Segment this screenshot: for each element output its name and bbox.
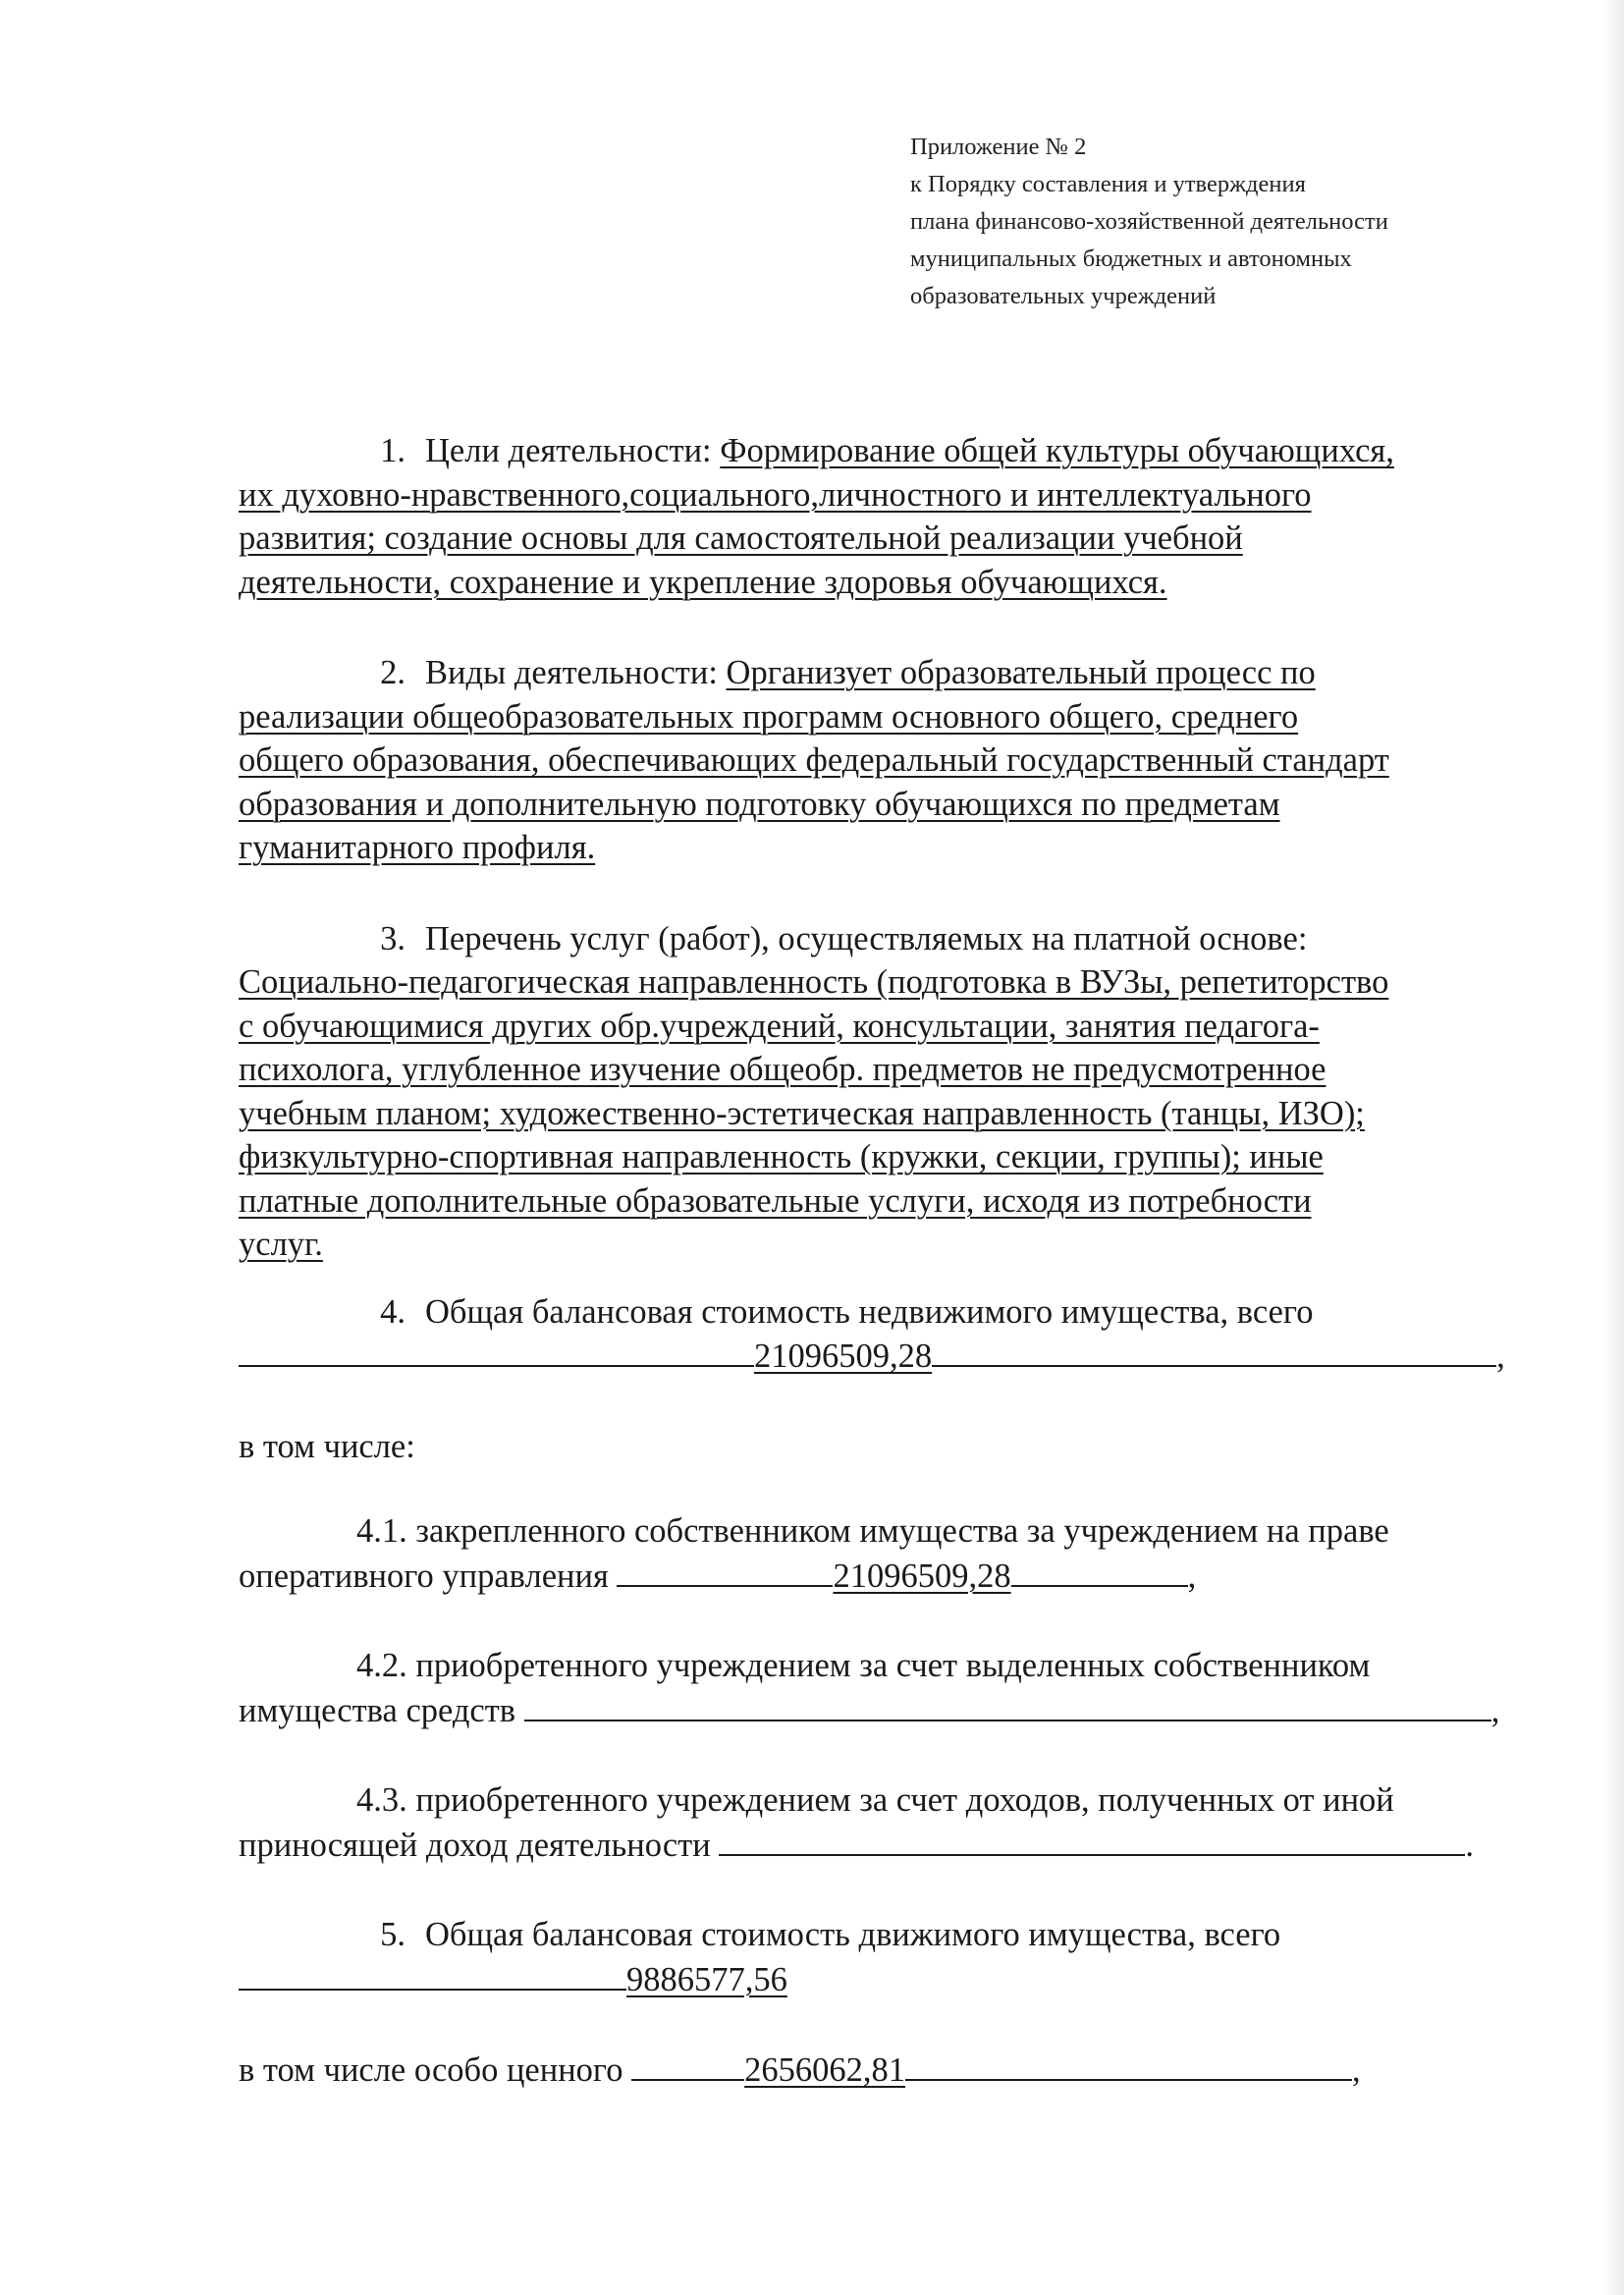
section-label: Общая балансовая стоимость движимого имущества, всего [425, 1916, 1281, 1953]
services-text: физкультурно-спортивная направленность (кружки, секции, группы); иные [239, 1138, 1324, 1175]
header-line: образовательных учреждений [910, 282, 1217, 309]
subsection-text: 4.3. приобретенного учреждением за счет доходов, полученных от иной [356, 1781, 1394, 1819]
fill-line [524, 1688, 1491, 1721]
fill-line [1011, 1554, 1188, 1587]
section-number: 2. [380, 654, 406, 691]
subsection-prefix: оперативного управления [239, 1557, 618, 1595]
scan-edge-shadow [1602, 0, 1624, 2295]
punctuation: . [1465, 1826, 1474, 1864]
punctuation: , [1496, 1338, 1505, 1375]
header-line: муниципальных бюджетных и автономных [910, 245, 1352, 272]
services-text: с обучающимися других обр.учреждений, консультации, занятия педагога- [239, 1007, 1320, 1045]
subsection-prefix: приносящей доход деятельности [239, 1826, 720, 1864]
goals-text: развития; создание основы для самостоятельной реализации учебной [239, 519, 1243, 557]
services-text: платные дополнительные образовательные услуги, исходя из потребности [239, 1181, 1312, 1220]
section-5-especially-valuable [239, 2048, 1544, 2092]
including-label: в том числе: [239, 1427, 415, 1465]
valuable-value: 2656062,81 [744, 2051, 905, 2089]
services-text: Социально-педагогическая направленность (подготовка в ВУЗы, репетиторство [239, 963, 1389, 1001]
document-body [239, 429, 1544, 2092]
section-label: Цели деятельности: [425, 432, 721, 469]
goals-text: Формирование общей культуры обучающихся, [720, 432, 1394, 469]
fill-line [239, 1957, 626, 1991]
fill-line [239, 1334, 754, 1367]
services-text: психолога, углубленное изучение общеобр. предметов не предусмотренное [239, 1051, 1326, 1088]
punctuation: , [1351, 2051, 1361, 2089]
operative-value: 21096509,28 [833, 1557, 1011, 1595]
punctuation: , [1490, 1691, 1500, 1729]
section-3-paid-services [239, 917, 1544, 1267]
section-number: 1. [380, 432, 406, 469]
subsection-text: 4.1. закрепленного собственником имущества за учреждением на праве [356, 1512, 1389, 1550]
goals-text: деятельности, сохранение и укрепление здоровья обучающихся. [239, 563, 1167, 601]
section-2-activities [239, 651, 1544, 870]
section-label: Перечень услуг (работ), осуществляемых на платной основе: [425, 919, 1308, 957]
services-text: услуг. [239, 1226, 323, 1263]
subsection-prefix: имущества средств [239, 1691, 524, 1729]
subsection-text: 4.2. приобретенного учреждением за счет выделенных собственником [356, 1647, 1371, 1684]
header-line: к Порядку составления и утверждения [910, 170, 1306, 197]
activities-text: общего образования, обеспечивающих федеральный государственный стандарт [239, 741, 1389, 779]
section-label: Виды деятельности: [425, 654, 727, 691]
activities-text: реализации общеобразовательных программ основного общего, среднего [239, 697, 1299, 736]
fill-line [719, 1823, 1465, 1856]
header-line: Приложение № 2 [910, 134, 1087, 160]
section-4-1-operative [239, 1509, 1544, 1597]
appendix-header [910, 129, 1597, 315]
section-4-real-estate [239, 1290, 1544, 1469]
section-number: 4. [380, 1292, 406, 1331]
punctuation: , [1187, 1557, 1197, 1595]
section-5-movable-property [239, 1913, 1544, 2000]
real-estate-value: 21096509,28 [754, 1338, 933, 1375]
movable-value: 9886577,56 [626, 1960, 787, 1998]
section-label: Общая балансовая стоимость недвижимого имущества, всего [425, 1292, 1314, 1331]
subsection-prefix: в том числе особо ценного [239, 2051, 632, 2089]
section-1-goals [239, 429, 1544, 604]
goals-text: их духовно-нравственного,социального,личностного и интеллектуального [239, 475, 1312, 514]
header-line: плана финансово-хозяйственной деятельности [910, 207, 1388, 235]
section-number: 3. [380, 919, 406, 957]
section-4-2-owner-funds [239, 1644, 1544, 1731]
fill-line [631, 2048, 744, 2081]
activities-text: Организует образовательный процесс по [726, 654, 1316, 691]
fill-line [617, 1554, 833, 1587]
section-4-3-income-activity [239, 1778, 1544, 1866]
services-text: учебным планом; художественно-эстетическая направленность (танцы, ИЗО); [239, 1094, 1365, 1132]
section-number: 5. [380, 1916, 406, 1953]
fill-line [932, 1334, 1496, 1367]
activities-text: образования и дополнительную подготовку обучающихся по предметам [239, 785, 1280, 823]
fill-line [905, 2048, 1352, 2081]
activities-text: гуманитарного профиля. [239, 829, 596, 866]
